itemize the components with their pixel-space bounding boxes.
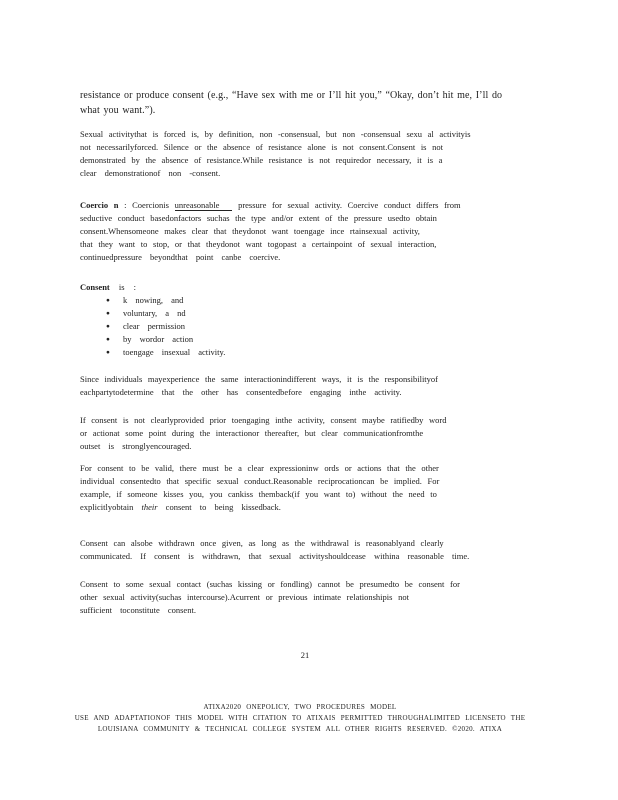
footer-line: ATIXA2020 ONEPOLICY, TWO PROCEDURES MODEL bbox=[203, 703, 397, 711]
body-line: not necessarilyforced. Silence or the absence of resistance alone is not consent.Consent is not bbox=[80, 142, 443, 152]
intro-line: what you want.”). bbox=[80, 105, 156, 116]
intro-line: resistance or produce consent (e.g., “Have sex with me or I’ll hit you,” “Okay, don’t hit me, I’ll do bbox=[80, 90, 503, 101]
page-body bbox=[80, 88, 542, 617]
valid-last-post: consent to being kissedback. bbox=[157, 502, 281, 512]
body-line: eachpartytodetermine that the other has consentedbefore engaging inthe activity. bbox=[80, 387, 402, 397]
list-item bbox=[80, 320, 542, 333]
intro-paragraph bbox=[80, 88, 542, 118]
list-item bbox=[80, 307, 542, 320]
bullet-icon: ● bbox=[106, 336, 110, 343]
body-line: Since individuals mayexperience the same interactionindifferent ways, it is the responsibilityof bbox=[80, 374, 438, 384]
footer-line: LOUISIANA COMMUNITY & TECHNICAL COLLEGE SYSTEM ALL OTHER RIGHTS RESERVED. ©2020. ATIXA bbox=[97, 725, 503, 733]
body-line: communicated. If consent is withdrawn, that sexual activityshouldcease withina reasonable time. bbox=[80, 551, 470, 561]
bullet-icon: ● bbox=[106, 349, 110, 356]
body-line: Sexual activitythat is forced is, by definition, non -consensual, but non -consensual sexu al activityis bbox=[80, 129, 471, 139]
body-line: Consent to some sexual contact (suchas kissing or fondling) cannot be presumedto be consent for bbox=[80, 579, 460, 589]
bullet-text: by wordor action bbox=[123, 334, 194, 344]
body-line: continuedpressure beyondthat point canbe coercive. bbox=[80, 252, 281, 262]
paragraph-coercion-definition bbox=[80, 199, 542, 264]
body-line: If consent is not clearlyprovided prior toengaging inthe activity, consent maybe ratifiedby word bbox=[80, 415, 447, 425]
body-line bbox=[80, 199, 542, 212]
consent-term: Consent bbox=[80, 282, 110, 292]
paragraph-responsibility bbox=[80, 373, 542, 399]
list-item bbox=[80, 346, 542, 359]
body-line: example, if someone kisses you, you cankiss themback(if you want to) without the need to bbox=[80, 489, 437, 499]
underlined-word: unreasonable bbox=[175, 200, 233, 211]
bullet-icon: ● bbox=[106, 323, 110, 330]
bullet-icon: ● bbox=[106, 310, 110, 317]
bullet-icon: ● bbox=[106, 297, 110, 304]
paragraph-forced-consent bbox=[80, 128, 542, 180]
bullet-text: voluntary, a nd bbox=[123, 308, 186, 318]
footer-line: USE AND ADAPTATIONOF THIS MODEL WITH CITATION TO ATIXAIS PERMITTED THROUGHALIMITED LICENSETO THE bbox=[74, 714, 526, 722]
body-line: that they want to stop, or that theydonot want togopast a certainpoint of sexual interaction, bbox=[80, 239, 437, 249]
coercion-line-rest: pressure for sexual activity. Coercive conduct differs from bbox=[232, 200, 461, 210]
valid-last-pre: explicitlyobtain bbox=[80, 502, 142, 512]
paragraph-presumed bbox=[80, 578, 542, 617]
body-line: For consent to be valid, there must be a clear expressioninw ords or actions that the other bbox=[80, 463, 439, 473]
bullet-text: k nowing, and bbox=[123, 295, 184, 305]
italic-word: their bbox=[141, 502, 158, 512]
consent-heading-rest: is : bbox=[109, 282, 137, 292]
bullet-text: toengage insexual activity. bbox=[123, 347, 226, 357]
body-line: consent.Whensomeone makes clear that theydonot want toengage ince rtainsexual activity, bbox=[80, 226, 420, 236]
body-line: sufficient toconstitute consent. bbox=[80, 605, 196, 615]
page-number: 21 bbox=[300, 650, 310, 660]
body-line: clear demonstrationof non -consent. bbox=[80, 168, 221, 178]
body-line: other sexual activity(suchas intercourse).Acurrent or previous intimate relationshipis not bbox=[80, 592, 409, 602]
list-item bbox=[80, 333, 542, 346]
body-line: Consent can alsobe withdrawn once given, as long as the withdrawal is reasonablyand clearly bbox=[80, 538, 444, 548]
body-line: seductive conduct basedonfactors suchas the type and/or extent of the pressure usedto obtain bbox=[80, 213, 437, 223]
consent-heading bbox=[80, 281, 542, 294]
paragraph-valid-consent bbox=[80, 462, 542, 514]
body-line: or actionat some point during the interactionor thereafter, but clear communicationfromthe bbox=[80, 428, 424, 438]
paragraph-withdrawal bbox=[80, 537, 542, 563]
bullet-text: clear permission bbox=[123, 321, 185, 331]
body-line bbox=[80, 501, 542, 514]
coercion-term: Coercio n bbox=[80, 200, 119, 210]
consent-bullet-list bbox=[80, 294, 542, 359]
page-footer bbox=[0, 702, 600, 735]
body-line: outset is stronglyencouraged. bbox=[80, 441, 192, 451]
coercion-after-label: : Coercionis bbox=[118, 200, 175, 210]
body-line: demonstrated by the absence of resistance.While resistance is not requiredor necessary, it is a bbox=[80, 155, 443, 165]
list-item bbox=[80, 294, 542, 307]
body-line: individual consentedto that specific sexual conduct.Reasonable reciprocationcan be implied. For bbox=[80, 476, 440, 486]
paragraph-ratified bbox=[80, 414, 542, 453]
